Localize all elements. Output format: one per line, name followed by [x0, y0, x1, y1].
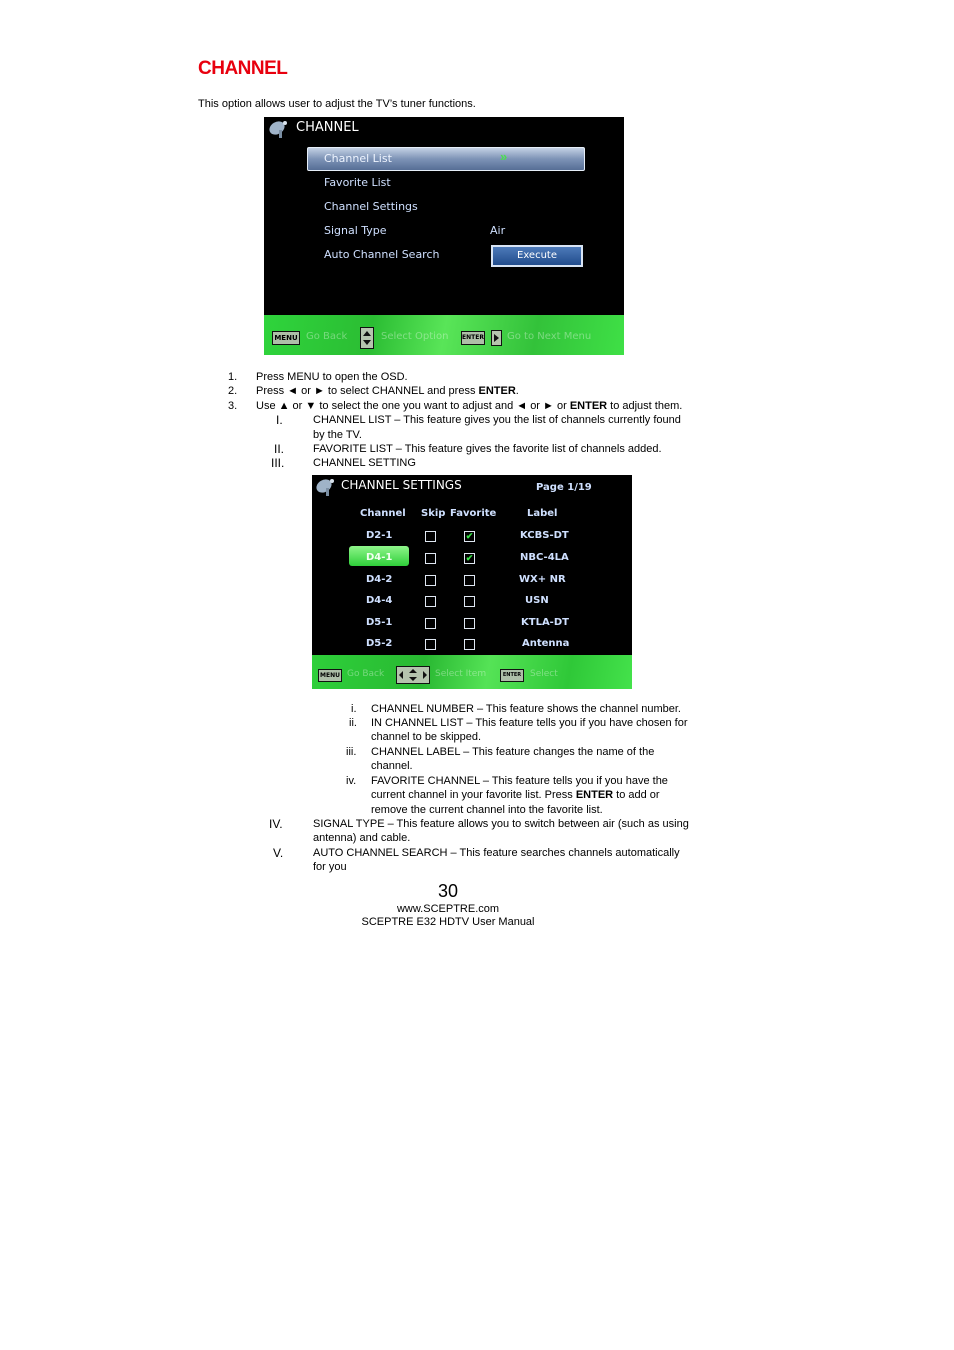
channel-settings-screenshot: [312, 475, 632, 689]
page-indicator: Page 1/19: [536, 482, 592, 493]
selection-arrow-icon: »: [500, 149, 508, 164]
favorite-checkbox[interactable]: [464, 531, 475, 542]
menu-item-channel-settings[interactable]: Channel Settings: [324, 200, 418, 213]
step-text: Press MENU to open the OSD.: [256, 371, 408, 383]
roman-text: antenna) and cable.: [313, 832, 411, 844]
step-number: 3.: [228, 400, 238, 412]
channel-label-cell[interactable]: NBC-4LA: [520, 552, 569, 563]
check-icon: ✔: [465, 531, 474, 541]
check-icon: ✔: [465, 553, 474, 563]
menu-item-channel-list[interactable]: Channel List: [324, 152, 392, 165]
roman-text: AUTO CHANNEL SEARCH – This feature searches channels automatically: [313, 847, 680, 859]
roman-number: III.: [271, 456, 285, 470]
osd-title: CHANNEL: [296, 120, 359, 135]
skip-checkbox[interactable]: [425, 618, 436, 629]
page-number: 30: [437, 881, 459, 901]
page-title: CHANNEL: [198, 58, 288, 79]
roman-text: for you: [313, 861, 347, 873]
sub-text: remove the current channel into the favorite list.: [371, 804, 603, 816]
channel-menu-screenshot: [264, 117, 624, 355]
sub-text: current channel in your favorite list. Press ENTER to add or: [371, 789, 660, 801]
roman-number: II.: [274, 442, 285, 456]
roman-text: FAVORITE LIST – This feature gives the favorite list of channels added.: [313, 443, 662, 455]
favorite-checkbox[interactable]: [464, 618, 475, 629]
intro-text: This option allows user to adjust the TV’s tuner functions.: [198, 98, 476, 110]
roman-text: CHANNEL SETTING: [313, 457, 416, 469]
sub-number: iv.: [346, 775, 357, 787]
select-item-hint: Select Item: [435, 669, 487, 679]
roman-number: I.: [276, 413, 283, 427]
execute-button[interactable]: Execute: [491, 245, 583, 267]
sub-number: ii.: [349, 717, 357, 729]
channel-label-cell[interactable]: KTLA-DT: [521, 617, 569, 628]
sub-number: i.: [351, 703, 357, 715]
channel-number-cell[interactable]: D2-1: [366, 530, 393, 541]
footer-url[interactable]: www.SCEPTRE.com: [396, 903, 500, 915]
roman-text: by the TV.: [313, 429, 362, 441]
step-number: 2.: [228, 385, 238, 397]
signal-type-value: Air: [490, 224, 506, 237]
go-back-hint: Go Back: [347, 669, 385, 679]
step-number: 1.: [228, 371, 238, 383]
roman-text: CHANNEL LIST – This feature gives you the list of channels currently found: [313, 414, 681, 426]
sub-text: channel to be skipped.: [371, 731, 482, 743]
channel-label-cell[interactable]: WX+ NR: [519, 574, 566, 585]
favorite-checkbox[interactable]: [464, 575, 475, 586]
next-menu-hint: Go to Next Menu: [507, 331, 592, 342]
step-text: Press ◄ or ► to select CHANNEL and press ENTER.: [256, 385, 519, 397]
sub-text: IN CHANNEL LIST – This feature tells you if you have chosen for: [371, 717, 688, 729]
sub-text: channel.: [371, 760, 413, 772]
channel-number-cell[interactable]: D4-4: [366, 595, 393, 606]
skip-checkbox[interactable]: [425, 596, 436, 607]
menu-item-signal-type[interactable]: Signal Type: [324, 224, 387, 237]
channel-number-cell[interactable]: D4-2: [366, 574, 393, 585]
favorite-checkbox[interactable]: [464, 639, 475, 650]
sub-number: iii.: [346, 746, 357, 758]
roman-number: V.: [273, 846, 284, 860]
roman-number: IV.: [269, 817, 283, 831]
satellite-logo-icon: [268, 119, 290, 139]
up-down-key-icon: [360, 327, 374, 349]
osd-title: CHANNEL SETTINGS: [341, 478, 462, 492]
skip-checkbox[interactable]: [425, 531, 436, 542]
enter-key-icon: ENTER: [461, 331, 485, 345]
select-option-hint: Select Option: [381, 331, 449, 342]
enter-key-icon: ENTER: [500, 669, 524, 682]
column-header-skip: Skip: [421, 508, 446, 519]
channel-number-cell[interactable]: D5-2: [366, 638, 393, 649]
column-header-favorite: Favorite: [450, 508, 497, 519]
menu-item-favorite-list[interactable]: Favorite List: [324, 176, 391, 189]
select-hint: Select: [530, 669, 558, 679]
column-header-channel: Channel: [360, 508, 406, 519]
channel-label-cell[interactable]: USN: [525, 595, 549, 606]
osd-footer-bar: [264, 315, 624, 355]
column-header-label: Label: [527, 508, 558, 519]
favorite-checkbox[interactable]: [464, 553, 475, 564]
menu-key-icon: MENU: [272, 331, 300, 345]
channel-number-cell[interactable]: D4-1: [366, 552, 393, 563]
skip-checkbox[interactable]: [425, 553, 436, 564]
sub-text: FAVORITE CHANNEL – This feature tells you if you have the: [371, 775, 668, 787]
channel-label-cell[interactable]: Antenna: [522, 638, 570, 649]
channel-number-cell[interactable]: D5-1: [366, 617, 393, 628]
go-back-hint: Go Back: [306, 331, 348, 342]
channel-label-cell[interactable]: KCBS-DT: [520, 530, 569, 541]
menu-key-icon: MENU: [318, 669, 342, 682]
skip-checkbox[interactable]: [425, 639, 436, 650]
step-text: Use ▲ or ▼ to select the one you want to adjust and ◄ or ► or ENTER to adjust them.: [256, 400, 683, 412]
sub-text: CHANNEL LABEL – This feature changes the name of the: [371, 746, 655, 758]
roman-text: SIGNAL TYPE – This feature allows you to switch between air (such as using: [313, 818, 689, 830]
footer-manual-title: SCEPTRE E32 HDTV User Manual: [361, 916, 535, 928]
satellite-logo-icon: [315, 477, 337, 497]
sub-text: CHANNEL NUMBER – This feature shows the channel number.: [371, 703, 681, 715]
skip-checkbox[interactable]: [425, 575, 436, 586]
favorite-checkbox[interactable]: [464, 596, 475, 607]
right-key-icon: [491, 330, 502, 346]
osd-footer-bar: [312, 655, 632, 689]
direction-keys-icon: [396, 666, 430, 684]
menu-item-auto-channel-search[interactable]: Auto Channel Search: [324, 248, 440, 261]
